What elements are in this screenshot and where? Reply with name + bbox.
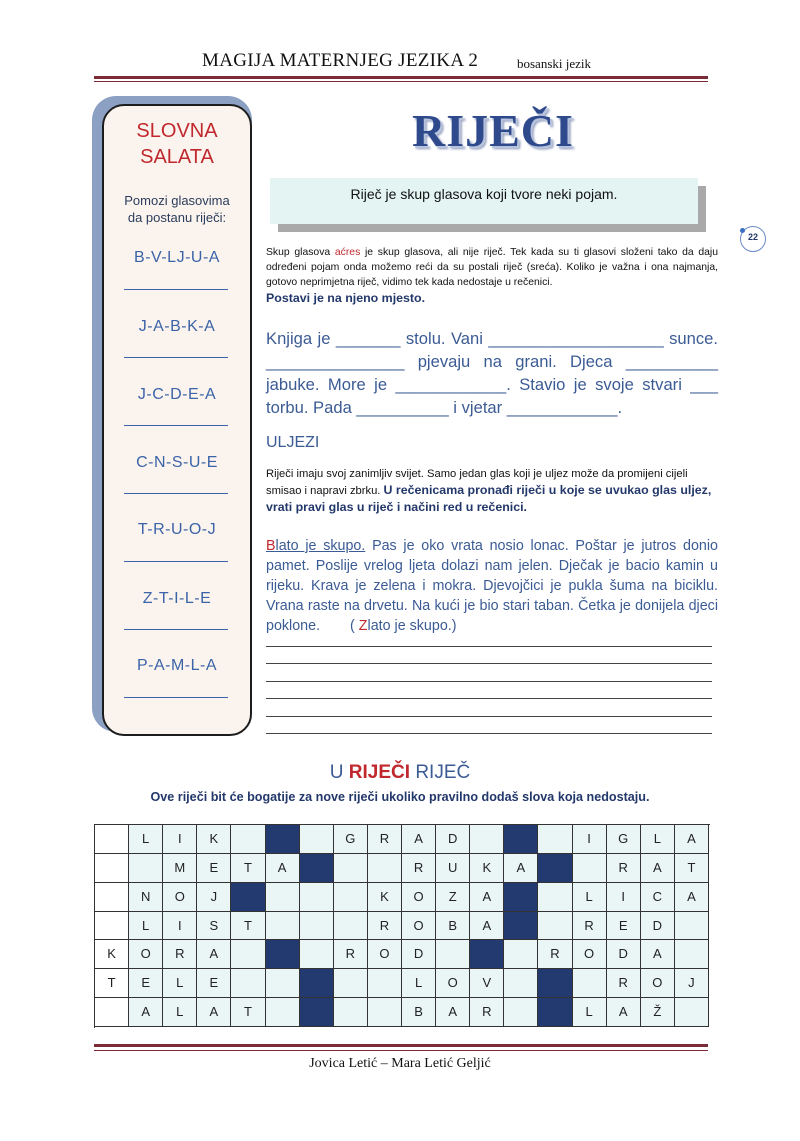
scramble-7: P-A-M-L-A (136, 657, 218, 674)
crossword-cell: L (129, 912, 163, 941)
crossword-cell: K (368, 883, 402, 912)
story-paragraph (266, 536, 718, 636)
crossword-cell: L (573, 998, 607, 1027)
crossword-cell: A (402, 825, 436, 854)
crossword-cell: E (129, 969, 163, 998)
crossword-cell[interactable] (300, 912, 334, 941)
crossword-cell[interactable] (334, 969, 368, 998)
sidebar-instruction-line2: da postanu riječi: (127, 210, 227, 225)
writing-line-2[interactable] (266, 663, 712, 664)
crossword-block (300, 998, 334, 1027)
answer-blank-7[interactable] (124, 697, 228, 698)
crossword-cell: A (470, 883, 504, 912)
crossword-cell: R (470, 998, 504, 1027)
fill-exercise[interactable]: Knjiga je _______ stolu. Vani ___________________ sunce. _______________ pjevaju na grani. Djeca __________ jabuke. More je ____________. Stavio je svoje stvari ___ torbu. Pada __________ i vjetar ____________. (266, 329, 718, 417)
uljezi-heading: ULJEZI (266, 434, 320, 451)
story-answer-rest: lato je skupo.) (367, 618, 457, 634)
crossword-block (300, 854, 334, 883)
crossword-cell: N (129, 883, 163, 912)
scramble-1: B-V-LJ-U-A (134, 249, 220, 266)
crossword-cell: A (197, 998, 231, 1027)
answer-blank-6[interactable] (124, 629, 228, 630)
crossword-cell: J (197, 883, 231, 912)
crossword-cell[interactable] (95, 998, 129, 1027)
crossword-cell[interactable] (334, 854, 368, 883)
crossword-cell[interactable] (266, 998, 300, 1027)
crossword-cell: O (641, 969, 675, 998)
book-title: MAGIJA MATERNJEG JEZIKA 2 (202, 50, 479, 71)
crossword-block (504, 883, 538, 912)
book-subtitle: bosanski jezik (517, 56, 592, 71)
crossword-cell: T (675, 854, 709, 883)
sidebar-title-line2: SALATA (140, 146, 214, 168)
crossword-cell[interactable] (675, 912, 709, 941)
crossword-cell[interactable] (95, 912, 129, 941)
crossword-cell: O (573, 940, 607, 969)
crossword-cell: O (129, 940, 163, 969)
crossword-cell[interactable] (368, 969, 402, 998)
crossword-cell[interactable] (538, 912, 572, 941)
crossword-cell: B (436, 912, 470, 941)
crossword-cell[interactable] (231, 825, 265, 854)
crossword-cell[interactable] (266, 969, 300, 998)
scramble-3: J-C-D-E-A (137, 386, 217, 403)
crossword-cell: C (641, 883, 675, 912)
story-body: Pas je oko vrata nosio lonac. Poštar je jutros donio pamet. Poslije vrelog ljeta dolazi nam jelen. Dječak je bacio kamin u rijeku. Krava je zelena i mokra. Djevojčici je pukla šuma na biciklu. Vrana raste na drvetu. Na kući je bio stari taban. Četka je donijela djeci poklone. (266, 538, 718, 634)
answer-blank-4[interactable] (124, 493, 228, 494)
crossword-cell: O (436, 969, 470, 998)
crossword-cell: R (163, 940, 197, 969)
story-answer-open: ( (350, 618, 359, 634)
crossword-cell: L (573, 883, 607, 912)
crossword-block (504, 825, 538, 854)
crossword-cell[interactable] (538, 825, 572, 854)
crossword-cell[interactable] (368, 998, 402, 1027)
story-first-rest: lato je skupo. (275, 538, 366, 554)
crossword-cell: R (538, 940, 572, 969)
writing-line-1[interactable] (266, 646, 712, 647)
crossword-cell: A (504, 854, 538, 883)
story-answer-letter: Z (358, 618, 368, 634)
crossword-block (538, 854, 572, 883)
crossword-cell[interactable] (300, 940, 334, 969)
crossword-block (300, 969, 334, 998)
crossword-cell: I (163, 912, 197, 941)
page-title: RIJEČI (412, 105, 574, 156)
crossword-cell: R (334, 940, 368, 969)
crossword-cell[interactable] (95, 854, 129, 883)
crossword-cell: E (197, 854, 231, 883)
crossword-cell: T (95, 969, 129, 998)
crossword-cell[interactable] (675, 998, 709, 1027)
crossword-cell: Ž (641, 998, 675, 1027)
crossword-title (0, 762, 800, 784)
footer-rule-thin (94, 1050, 708, 1051)
crossword-cell[interactable] (266, 912, 300, 941)
crossword-cell: I (607, 883, 641, 912)
header-rule (94, 76, 708, 79)
crossword-block (231, 883, 265, 912)
story-first-letter: B (266, 538, 276, 554)
crossword-cell: B (402, 998, 436, 1027)
crossword-cell[interactable] (538, 883, 572, 912)
crossword-cell: J (675, 969, 709, 998)
crossword-cell: I (163, 825, 197, 854)
crossword-cell[interactable] (334, 883, 368, 912)
crossword-cell: U (436, 854, 470, 883)
crossword-block (538, 969, 572, 998)
crossword-cell: R (368, 912, 402, 941)
crossword-cell[interactable] (675, 940, 709, 969)
header-rule-thin (94, 81, 708, 82)
scramble-5: T-R-U-O-J (137, 521, 217, 538)
crossword-cell[interactable] (368, 854, 402, 883)
crossword-cell[interactable] (231, 969, 265, 998)
crossword-cell: A (675, 883, 709, 912)
writing-line-5[interactable] (266, 716, 712, 717)
crossword-cell: T (231, 854, 265, 883)
answer-blank-2[interactable] (124, 357, 228, 358)
crossword-cell: O (163, 883, 197, 912)
crossword-cell: E (197, 969, 231, 998)
crossword-cell: A (607, 998, 641, 1027)
crossword-cell: R (573, 912, 607, 941)
sidebar-title-line1: SLOVNA (136, 120, 218, 142)
crossword-block (266, 940, 300, 969)
crossword-title-rijeci: RIJEČI (348, 762, 411, 783)
crossword-cell: R (368, 825, 402, 854)
crossword-cell: Z (436, 883, 470, 912)
crossword-cell: A (641, 854, 675, 883)
crossword-cell: K (95, 940, 129, 969)
scramble-6: Z-T-I-L-E (142, 590, 212, 607)
crossword-title-rijec: RIJEČ (415, 762, 471, 783)
crossword-cell: L (641, 825, 675, 854)
crossword-cell[interactable] (300, 825, 334, 854)
crossword-cell: A (197, 940, 231, 969)
crossword-cell: L (402, 969, 436, 998)
sidebar-instruction-line1: Pomozi glasovima (124, 193, 230, 208)
scramble-2: J-A-B-K-A (138, 318, 216, 335)
crossword-cell[interactable] (95, 883, 129, 912)
intro-example-word: aćres (334, 247, 361, 258)
crossword-cell: O (402, 912, 436, 941)
crossword-cell[interactable] (266, 883, 300, 912)
scramble-4: C-N-S-U-E (136, 454, 218, 471)
crossword-cell: A (675, 825, 709, 854)
crossword-cell[interactable] (231, 940, 265, 969)
intro-task: Postavi je na njeno mjesto. (266, 291, 426, 305)
crossword-cell: E (607, 912, 641, 941)
crossword-cell[interactable] (129, 854, 163, 883)
crossword-cell: O (368, 940, 402, 969)
intro-text-rest: je skup glasova, ali nije riječ. Tek kada su ti glasovi složeni tako da daju određeni pojam onda možemo reći da su postali riječ (sreća). Koliko je važna i ona najmanja, gotovo neprimjetna riječ, vidimo tek kada nedostaje u rečenici. (266, 247, 718, 288)
crossword-cell: G (334, 825, 368, 854)
crossword-cell[interactable] (573, 854, 607, 883)
authors: Jovica Letić – Mara Letić Geljić (309, 1056, 491, 1071)
intro-paragraph (266, 245, 718, 307)
intro-text-start: Skup glasova (266, 247, 335, 258)
uljezi-paragraph (266, 466, 718, 516)
crossword-cell: D (402, 940, 436, 969)
answer-blank-5[interactable] (124, 561, 228, 562)
crossword-cell: R (607, 854, 641, 883)
footer-rule (94, 1044, 708, 1047)
writing-line-3[interactable] (266, 681, 712, 682)
definition-text: Riječ je skup glasova koji tvore neki pojam. (350, 186, 618, 202)
crossword-cell: D (436, 825, 470, 854)
crossword-instruction: Ove riječi bit će bogatije za nove riječi ukoliko pravilno dodaš slova koja nedostaju. (150, 790, 650, 804)
crossword-cell[interactable] (334, 998, 368, 1027)
crossword-cell: T (231, 998, 265, 1027)
crossword-cell[interactable] (504, 940, 538, 969)
crossword-title-u: U (329, 762, 344, 783)
sidebar-instruction (102, 192, 252, 226)
crossword-cell: S (197, 912, 231, 941)
page-number: 22 (747, 232, 758, 242)
writing-line-4[interactable] (266, 698, 712, 699)
crossword-cell[interactable] (573, 969, 607, 998)
crossword-cell: K (470, 854, 504, 883)
crossword-cell: A (129, 998, 163, 1027)
crossword-cell: M (163, 854, 197, 883)
crossword-cell: L (163, 969, 197, 998)
crossword-cell[interactable] (436, 940, 470, 969)
answer-blank-1[interactable] (124, 289, 228, 290)
crossword-cell[interactable] (334, 912, 368, 941)
crossword-grid (94, 824, 710, 1028)
crossword-cell: A (436, 998, 470, 1027)
crossword-block (538, 998, 572, 1027)
crossword-cell: A (266, 854, 300, 883)
uljezi-text: Riječi imaju svoj zanimljiv svijet. Samo jedan glas koji je uljez može da promijeni cijeli smisao i napravi zbrku. (266, 468, 688, 497)
crossword-cell: A (470, 912, 504, 941)
crossword-cell: K (197, 825, 231, 854)
crossword-cell: D (607, 940, 641, 969)
crossword-cell[interactable] (300, 883, 334, 912)
answer-blank-3[interactable] (124, 425, 228, 426)
crossword-block (266, 825, 300, 854)
crossword-cell[interactable] (95, 825, 129, 854)
crossword-cell[interactable] (504, 998, 538, 1027)
crossword-cell[interactable] (470, 825, 504, 854)
writing-line-6[interactable] (266, 733, 712, 734)
crossword-cell[interactable] (504, 969, 538, 998)
crossword-cell: T (231, 912, 265, 941)
crossword-cell: R (402, 854, 436, 883)
crossword-block (504, 912, 538, 941)
crossword-cell: D (641, 912, 675, 941)
sidebar-title (102, 118, 252, 170)
crossword-cell: R (607, 969, 641, 998)
story-first-sentence (266, 538, 365, 554)
crossword-cell: L (129, 825, 163, 854)
uljezi-task: U rečenicama pronađi riječi u koje se uvukao glas uljez, vrati pravi glas u riječ i načini red u rečenici. (266, 483, 712, 514)
crossword-cell: L (163, 998, 197, 1027)
crossword-cell: V (470, 969, 504, 998)
crossword-cell: I (573, 825, 607, 854)
crossword-block (470, 940, 504, 969)
crossword-cell: G (607, 825, 641, 854)
crossword-cell: A (641, 940, 675, 969)
crossword-cell: O (402, 883, 436, 912)
